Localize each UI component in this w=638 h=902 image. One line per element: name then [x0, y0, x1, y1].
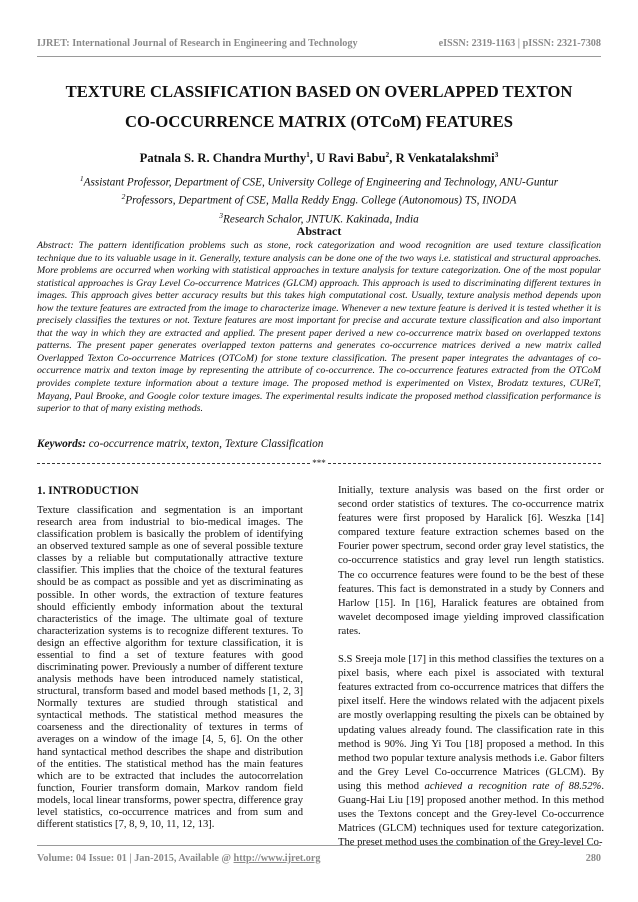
- author-name: R Venkatalakshmi: [395, 151, 495, 166]
- abstract-heading: Abstract: [296, 224, 342, 238]
- footer-rule: [37, 845, 601, 846]
- journal-url-link[interactable]: http://www.ijret.org: [233, 853, 321, 864]
- italic-phrase: achieved a recognition rate of 88.52%: [424, 780, 602, 792]
- page-number: 280: [585, 853, 601, 864]
- author-list: Patnala S. R. Chandra Murthy$^1$, U Ravi Babu$^2$, R Venkatalakshmi$^3$: [139, 150, 499, 166]
- author-sup: 1: [306, 150, 310, 159]
- author-sup: 3: [494, 150, 499, 159]
- running-footer: [37, 853, 601, 864]
- section-separator: [37, 457, 601, 469]
- journal-name: IJRET: International Journal of Research in Engineering and Technology: [37, 38, 358, 49]
- separator-dash: [37, 463, 310, 464]
- keywords: [37, 438, 601, 450]
- keywords-label: Keywords:: [37, 438, 86, 450]
- title-line-2: CO-OCCURRENCE MATRIX (OTCoM) FEATURES: [125, 112, 513, 131]
- affiliations: [40, 172, 598, 227]
- abstract-text: Abstract: The pattern identification problems such as stone, rock categorization and wood recognition are used texture classification technique due to its valuable usage in it. Generally, texture analysis can be done one of the two ways i.e. statistical and structural approaches. More problems are occurred when working with statistical approaches in texture analysis for texture categorization. One of the most popular statistical approaches is Gray Level Co-occurrence Matrices (GLCM) approach. This approach is used to discriminating different textures in images. This approach gives better accuracy results but this takes high computational cost. Usually, texture analysis method depends upon how the texture features are extracted from the image to characterize image. Whenever a new texture feature is derived it is tested whether it is precisely classifies the textures or not. Texture features are most important for precise and accurate texture classification and also important that the way in which they are extracted and applied. The present paper derived a new co-occurrence matrix based on overlapped textons patterns. The present paper generates overlapped texton patterns and generates co-occurrence matrices derived a new matrix called Overlapped Texton Co-occurrence Matrices (OTCoM) for stone texture classification. The present paper integrates the advantages of co-occurrence matrix and texton image by representing the attribute of co-occurrence. The co-occurrence features extracted from the OTCoM provides complete texture information about a texture image. The proposed method is experimented on Vistex, Brodatz textures, CUReT, Mayang, Paul Brooke, and Google color texture images. The experimental results indicate the proposed method classification performance is superior to that of many existing methods.: [37, 240, 601, 415]
- intro-paragraph: Texture classification and segmentation is an important research area from industrial to bio-medical images. The classification problem is basically the problem of identifying an observed textured sample as one of several possible texture classes by a reliable but computationally attractive texture classifier. This implies that the choice of the textural features should be as compact as possible and yet as discriminating as possible. In other words, the extraction of texture features should efficiently embody information about the textural characteristics of the image. The ultimate goal of texture characterization systems is to recognize different textures. To design an effective algorithm for texture classification, it is essential to find a set of texture features with good discriminating power. Previously a number of different texture analysis methods have been introduced namely statistical, structural, transform based and model based methods [1, 2, 3] Normally textures are studied through statistical and syntactical methods. The statistical method measures the coarseness and the directionality of textures in terms of averages on a window of the image [4, 5, 6]. On the other hand syntactical method describes the shape and distribution of the entities. The statistical method has the main features which are to be extracted that includes the autocorrelation function, Fourier transform domain, Markov random field models, local linear transforms, power spectra, difference gray level statistics, co-occurrence matrices and from sum and different statistics [7, 8, 9, 10, 11, 12, 13].: [37, 505, 303, 831]
- body-paragraph: Initially, texture analysis was based on the first order or second order statistics of textures. The co-occurrence matrix features were first proposed by Haralick [6]. Weszka [14] compared texture feature extraction schemes based on the Fourier power spectrum, second order gray level statistics, the co-occurrence statistics and gray level run length statistics. The co occurrence features were found to be the best of these features. This fact is demonstrated in a study by Conners and Harlow [15]. In [16], Haralick features are obtained from wavelet decomposed image yielding improved classification rates.: [338, 485, 604, 637]
- affiliation: $^3$Research Schalor, JNTUK. Kakinada, India: [219, 210, 419, 226]
- author-sup: 2: [385, 150, 390, 159]
- section-heading: 1. INTRODUCTION: [37, 485, 139, 497]
- footer-volume: Volume: 04 Issue: 01 | Jan-2015, Available @ http://www.ijret.org: [37, 853, 321, 864]
- keywords-text: co-occurrence matrix, texton, Texture Classification: [88, 438, 324, 450]
- issn: eISSN: 2319-1163 | pISSN: 2321-7308: [438, 38, 601, 49]
- affiliation: $^2$Professors, Department of CSE, Malla Reddy Engg. College (Autonomous) TS, INODA: [121, 192, 517, 208]
- author-name: U Ravi Babu: [316, 151, 386, 166]
- separator-dash: [328, 463, 601, 464]
- left-column: [37, 484, 303, 831]
- author-name: Patnala S. R. Chandra Murthy: [139, 151, 307, 166]
- body-paragraph: S.S Sreeja mole [17] in this method classifies the textures on a pixel basis, where each pixel is associated with textural features extracted from co-occurrence matrices that differs the pixel itself. Here the windows related with the adjacent pixels are mostly overlapping resulting the pixels can be obtained by updating values already found. The classification rate in this method is 90%. Jing Yi Tou [18] proposed a method. In this method two popular texture analysis methods i.e. Gabor filters and the Grey Level Co-occurrence Matrices (GLCM). By using this method achieved a recognition rate of 88.52%. Guang-Hai Liu [19] proposed another method. In this method uses the Textons concept and the Grey-level Co-occurrence Matrices (GLCM) techniques used for texture categorization. The preset method uses the combination of the Grey-level Co-: [338, 654, 604, 849]
- running-header: [37, 38, 601, 49]
- right-column: [338, 484, 604, 850]
- separator-stars: ***: [312, 458, 326, 468]
- title-line-1: TEXTURE CLASSIFICATION BASED ON OVERLAPPED TEXTON: [65, 82, 573, 101]
- affiliation: $^1$Assistant Professor, Department of CSE, University College of Engineering and Technology, ANU-Guntur: [79, 174, 559, 189]
- paper-title: [40, 77, 598, 137]
- header-rule: [37, 56, 601, 57]
